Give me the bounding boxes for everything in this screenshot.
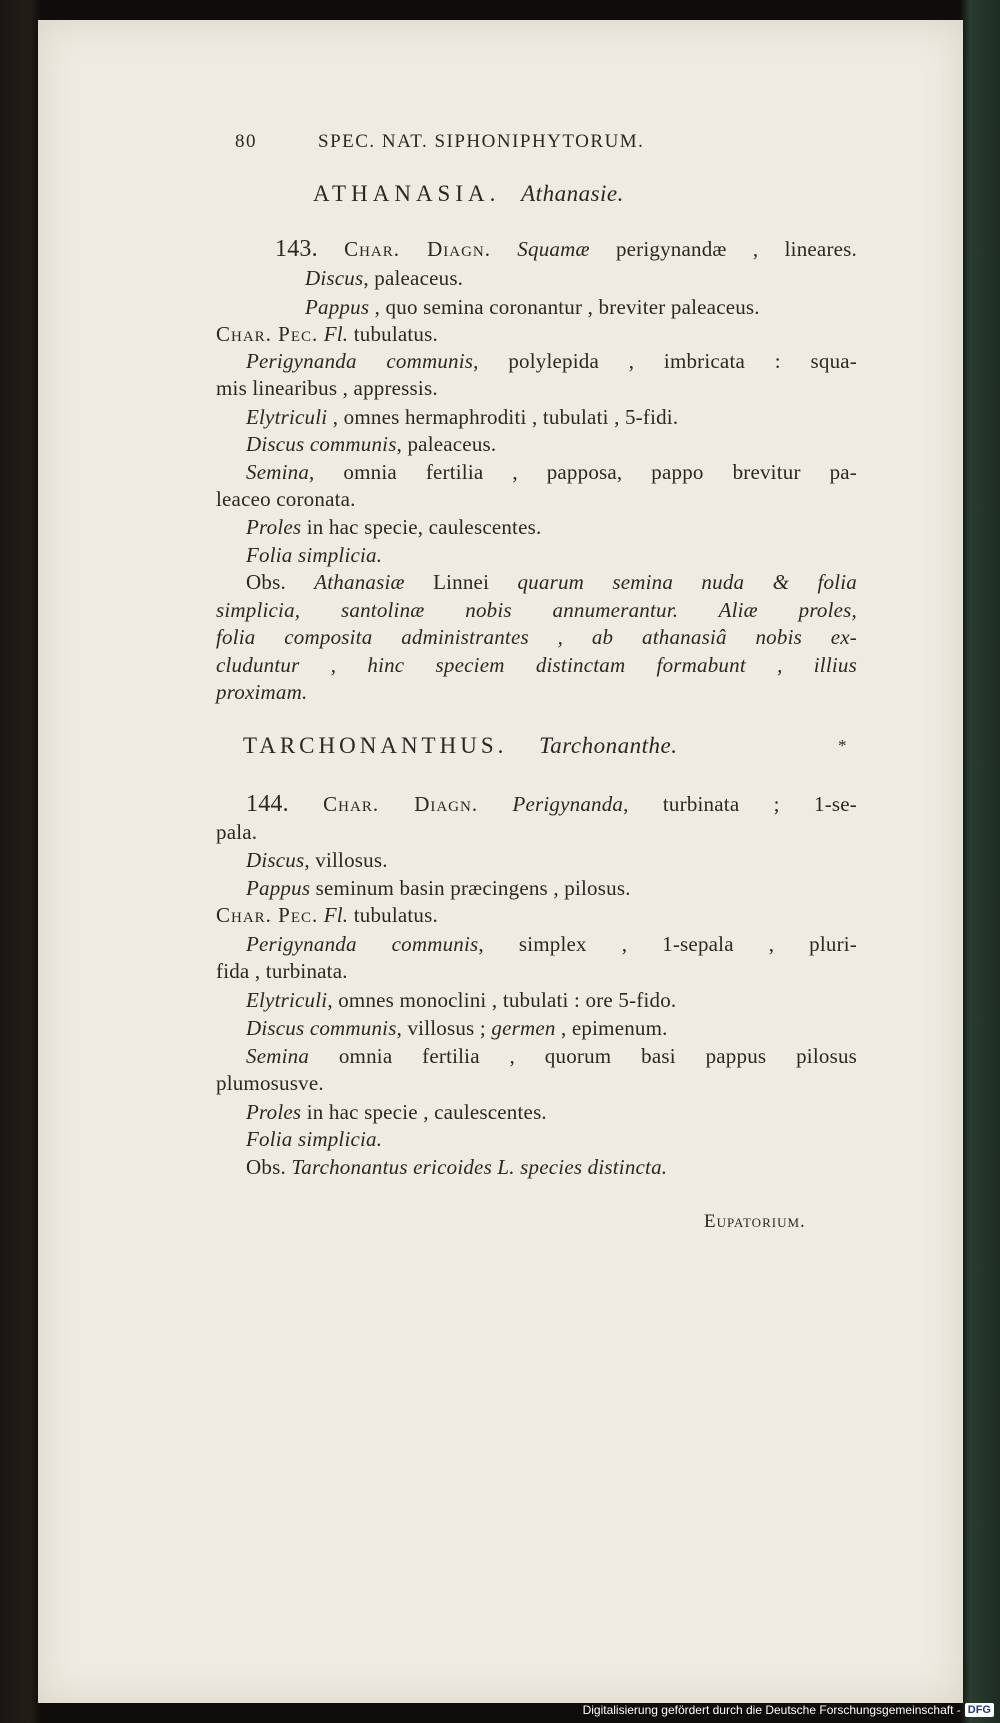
- tarchonanthus-line-7: fida , turbinata.: [216, 959, 348, 983]
- athanasia-line-16: cluduntur , hinc speciem distinctam formabunt , illius: [216, 653, 857, 677]
- tarchonanthus-line-12: Proles in hac specie , caulescentes.: [246, 1100, 547, 1124]
- athanasia-line-1: 143. Char. Diagn. Squamæ perigynandæ , lineares.: [275, 236, 857, 262]
- athanasia-line-8: Discus communis, paleaceus.: [246, 432, 497, 456]
- digitization-credit: [583, 1701, 994, 1719]
- tarchonanthus-line-14: Obs. Tarchonantus ericoides L. species distincta.: [246, 1155, 668, 1179]
- tarchonanthus-line-8: Elytriculi, omnes monoclini , tubulati : ore 5-fido.: [246, 988, 677, 1012]
- tarchonanthus-line-1: 144. Char. Diagn. Perigynanda, turbinata ; 1-se-: [246, 791, 857, 817]
- tarchonanthus-line-2: pala.: [216, 820, 258, 844]
- section-title-tarchonanthus: TARCHONANTHUS. Tarchonanthe.: [243, 733, 678, 758]
- athanasia-line-14: simplicia, santolinæ nobis annumerantur. Aliæ proles,: [216, 598, 858, 622]
- catchword: Eupatorium.: [704, 1211, 806, 1232]
- credit-text: Digitalisierung gefördert durch die Deutsche Forschungsgemeinschaft -: [582, 1703, 961, 1717]
- footnote-asterisk: *: [838, 736, 847, 755]
- tarchonanthus-line-5: Char. Pec. Fl. tubulatus.: [216, 903, 438, 927]
- tarchonanthus-line-6: Perigynanda communis, simplex , 1-sepala , pluri-: [246, 932, 857, 956]
- athanasia-line-12: Folia simplicia.: [246, 543, 383, 567]
- athanasia-line-4: Char. Pec. Fl. tubulatus.: [216, 322, 438, 346]
- athanasia-line-10: leaceo coronata.: [216, 487, 356, 511]
- dfg-logo: DFG: [965, 1703, 994, 1717]
- athanasia-line-15: folia composita administrantes , ab athanasiâ nobis ex-: [216, 625, 857, 649]
- tarchonanthus-line-11: plumosusve.: [216, 1071, 324, 1095]
- athanasia-line-3: Pappus , quo semina coronantur , breviter paleaceus.: [305, 295, 760, 319]
- tarchonanthus-line-4: Pappus seminum basin præcingens , pilosus.: [246, 876, 631, 900]
- tarchonanthus-line-9: Discus communis, villosus ; germen , epimenum.: [246, 1016, 668, 1040]
- book-page: [38, 20, 963, 1703]
- athanasia-line-7: Elytriculi , omnes hermaphroditi , tubulati , 5-fidi.: [246, 405, 679, 429]
- athanasia-line-9: Semina, omnia fertilia , papposa, pappo brevitur pa-: [246, 460, 857, 484]
- athanasia-line-2: Discus, paleaceus.: [305, 266, 464, 290]
- athanasia-line-13: Obs. Athanasiæ Linnei quarum semina nuda & folia: [246, 570, 857, 594]
- running-title: SPEC. NAT. SIPHONIPHYTORUM.: [318, 131, 645, 152]
- page-number: 80: [235, 131, 257, 152]
- tarchonanthus-line-13: Folia simplicia.: [246, 1127, 383, 1151]
- tarchonanthus-line-10: Semina omnia fertilia , quorum basi pappus pilosus: [246, 1044, 858, 1068]
- tarchonanthus-line-3: Discus, villosus.: [246, 848, 388, 872]
- athanasia-line-17: proximam.: [216, 680, 308, 704]
- athanasia-line-5: Perigynanda communis, polylepida , imbricata : squa-: [246, 349, 857, 373]
- athanasia-line-11: Proles in hac specie, caulescentes.: [246, 515, 542, 539]
- section-title-athanasia: ATHANASIA. Athanasie.: [313, 181, 624, 206]
- athanasia-line-6: mis linearibus , appressis.: [216, 376, 438, 400]
